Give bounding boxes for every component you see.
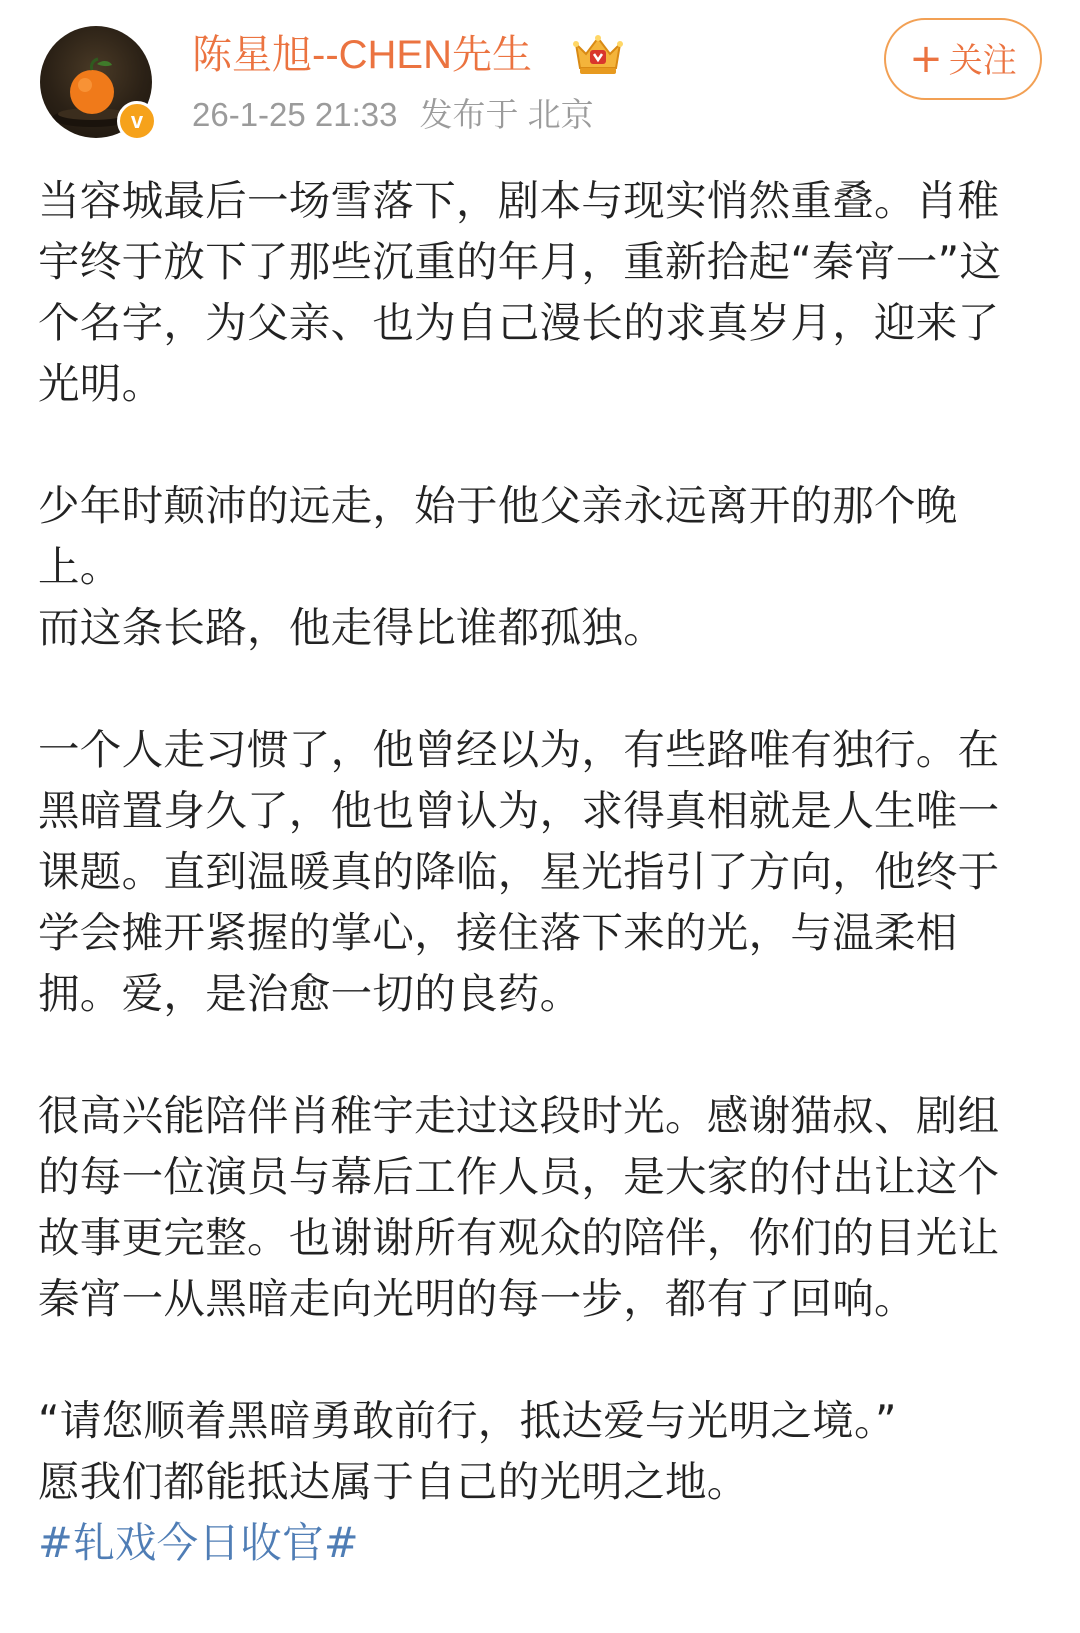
post-location: 发布于 北京 xyxy=(419,96,594,133)
verified-icon: v xyxy=(117,101,157,141)
author-name[interactable]: 陈星旭--CHEN先生 xyxy=(192,33,532,77)
crown-member-icon[interactable] xyxy=(570,30,626,78)
post-paragraph: 当容城最后一场雪落下，剧本与现实悄然重叠。肖稚宇终于放下了那些沉重的年月，重新拾起“秦宵一”这个名字，为父亲、也为自己漫长的求真岁月，迎来了光明。 xyxy=(38,176,1002,408)
follow-label: 关注 xyxy=(948,41,1017,81)
post-quote: “请您顺着黑暗勇敢前行，抵达爱与光明之境。” xyxy=(38,1396,897,1445)
hashtag-text[interactable]: #轧戏今日收官# xyxy=(38,1518,359,1567)
post-date: 26-1-25 21:33 xyxy=(192,96,398,133)
post-paragraph: 很高兴能陪伴肖稚宇走过这段时光。感谢猫叔、剧组的每一位演员与幕后工作人员，是大家的付出让这个故事更完整。也谢谢所有观众的陪伴，你们的目光让秦宵一从黑暗走向光明的每一步，都有了回响。 xyxy=(38,1091,1000,1323)
post-meta xyxy=(192,94,594,136)
plus-icon: + xyxy=(909,36,943,82)
post-paragraph: 少年时颠沛的远走，始于他父亲永远离开的那个晚上。 xyxy=(38,481,958,591)
post-paragraph: 一个人走习惯了，他曾经以为，有些路唯有独行。在黑暗置身久了，他也曾认为，求得真相就是人生唯一课题。直到温暖真的降临，星光指引了方向，他终于学会摊开紧握的掌心，接住落下来的光，与温柔相拥。爱，是治愈一切的良药。 xyxy=(38,725,1000,1018)
hashtag-link[interactable] xyxy=(38,1512,1038,1573)
post-paragraph: 愿我们都能抵达属于自己的光明之地。 xyxy=(38,1457,749,1506)
post-paragraph: 而这条长路，他走得比谁都孤独。 xyxy=(38,603,666,652)
post-header xyxy=(0,0,1080,150)
follow-button[interactable] xyxy=(884,18,1042,100)
post-content xyxy=(38,170,1038,1573)
